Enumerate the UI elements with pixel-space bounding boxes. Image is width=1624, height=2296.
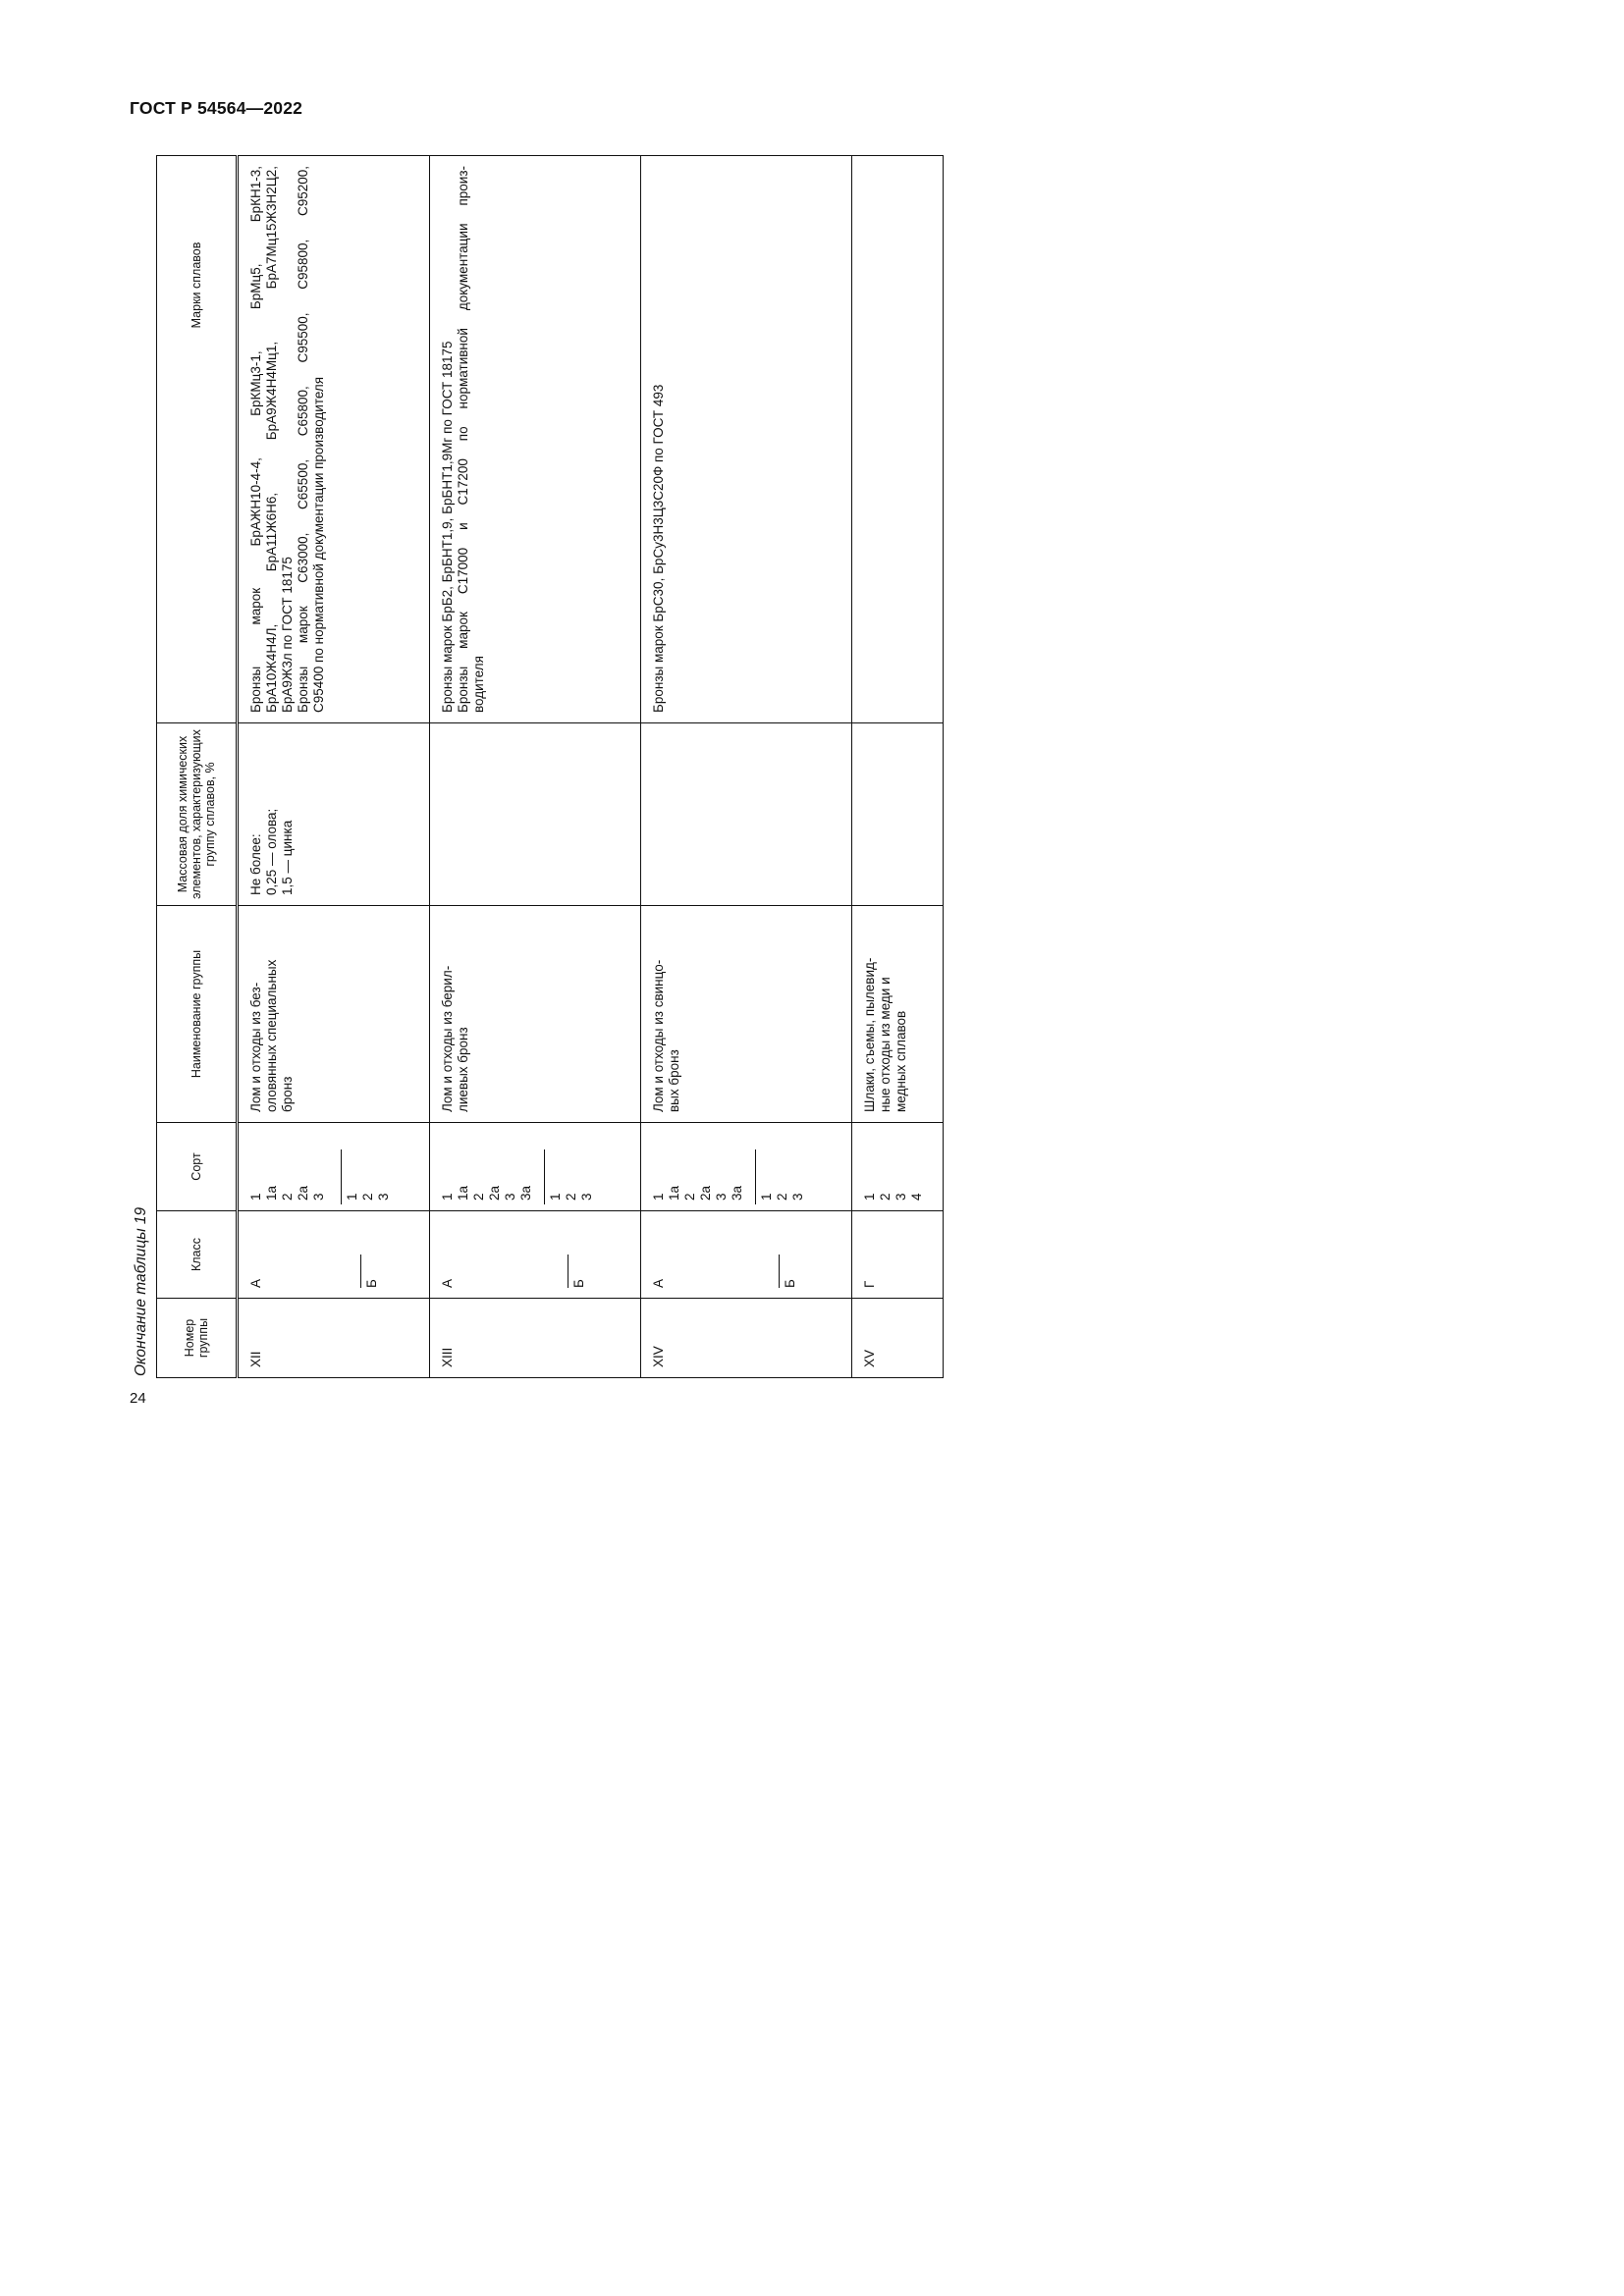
group-class bbox=[852, 1211, 944, 1299]
col-header-class: Класс bbox=[157, 1211, 238, 1299]
table-row bbox=[852, 156, 944, 1378]
group-name-line: Лом и отходы из берил- bbox=[440, 965, 455, 1112]
class-b-block bbox=[360, 1221, 380, 1288]
alloy-marks bbox=[430, 156, 641, 723]
sort-item: 3 bbox=[893, 1193, 908, 1201]
group-name-line: Лом и отходы из свинцо- bbox=[651, 959, 666, 1112]
group-name-line: ные отходы из меди и bbox=[878, 977, 893, 1112]
mass-fraction-line: 1,5 — цинка bbox=[280, 820, 295, 895]
group-name-line: бронз bbox=[280, 1076, 295, 1112]
sort-item: 2 bbox=[280, 1193, 295, 1201]
sort-item: 1 bbox=[548, 1193, 563, 1201]
class-a: А bbox=[651, 1278, 666, 1288]
col-header-number: Номер группы bbox=[157, 1299, 238, 1378]
alloy-marks-line: Бронзы марок C17000 и C17200 по нормативной документации произ- bbox=[456, 166, 470, 713]
alloy-groups-table bbox=[156, 155, 944, 1378]
sort-item: 3 bbox=[311, 1193, 326, 1201]
sort-item: 2а bbox=[296, 1185, 310, 1201]
alloy-marks-line: C95400 по нормативной документации производителя bbox=[311, 376, 326, 713]
group-number: XIV bbox=[641, 1299, 852, 1378]
group-number: XV bbox=[852, 1299, 944, 1378]
col-header-marks: Марки сплавов bbox=[157, 156, 238, 723]
sort-item: 3 bbox=[579, 1193, 594, 1201]
sort-item: 1а bbox=[667, 1185, 681, 1201]
class-g: Г bbox=[862, 1280, 877, 1288]
alloy-marks-line: БрА9Ж3л по ГОСТ 18175 bbox=[280, 557, 295, 713]
group-name-line: оловянных специальных bbox=[264, 959, 279, 1112]
group-class bbox=[238, 1211, 430, 1299]
table-row bbox=[238, 156, 430, 1378]
class-b-block bbox=[779, 1221, 798, 1288]
alloy-marks bbox=[641, 156, 852, 723]
alloy-marks-line: Бронзы марок БрС30, БрСу3Н3Ц3С20Ф по ГОСТ 493 bbox=[651, 384, 666, 713]
group-name bbox=[852, 906, 944, 1123]
group-name-line: лиевых бронз bbox=[456, 1027, 470, 1112]
group-number: XII bbox=[238, 1299, 430, 1378]
sort-b-block bbox=[544, 1133, 595, 1201]
alloy-marks-line: Бронзы марок БрБ2, БрБНТ1,9, БрБНТ1,9Мг по ГОСТ 18175 bbox=[440, 341, 455, 713]
sort-item: 1 bbox=[862, 1193, 877, 1201]
sort-item: 1 bbox=[759, 1193, 774, 1201]
alloy-marks-paragraph bbox=[296, 166, 327, 713]
alloy-marks-line: Бронзы марок C63000, C65500, C65800, C95500, C95800, C95200, bbox=[296, 166, 310, 713]
alloy-marks bbox=[852, 156, 944, 723]
group-name bbox=[641, 906, 852, 1123]
group-name bbox=[238, 906, 430, 1123]
group-sorts bbox=[238, 1123, 430, 1211]
sort-item: 2 bbox=[471, 1193, 486, 1201]
group-sorts bbox=[852, 1123, 944, 1211]
group-number: XIII bbox=[430, 1299, 641, 1378]
mass-fraction-line: Не более: bbox=[248, 833, 263, 895]
alloy-marks-paragraph bbox=[456, 166, 487, 713]
sort-item: 3 bbox=[790, 1193, 805, 1201]
sort-item: 1а bbox=[264, 1185, 279, 1201]
sort-item: 2а bbox=[698, 1185, 713, 1201]
class-b: Б bbox=[364, 1279, 379, 1288]
table-row bbox=[641, 156, 852, 1378]
sort-item: 2а bbox=[487, 1185, 502, 1201]
sort-b-block bbox=[755, 1133, 806, 1201]
class-b-block bbox=[568, 1221, 587, 1288]
sort-item: 2 bbox=[682, 1193, 697, 1201]
group-name-line: Шлаки, съемы, пылевид- bbox=[862, 957, 877, 1112]
mass-fraction-line: 0,25 — олова; bbox=[264, 808, 279, 895]
sort-item: 1а bbox=[456, 1185, 470, 1201]
mass-fraction bbox=[238, 723, 430, 906]
sort-item: 3а bbox=[518, 1185, 533, 1201]
alloy-marks bbox=[238, 156, 430, 723]
sort-item: 3 bbox=[503, 1193, 517, 1201]
group-class bbox=[430, 1211, 641, 1299]
mass-fraction bbox=[430, 723, 641, 906]
group-name-line: вых бронз bbox=[667, 1049, 681, 1112]
col-header-name: Наименование группы bbox=[157, 906, 238, 1123]
sort-item: 1 bbox=[345, 1193, 359, 1201]
group-name-line: Лом и отходы из без- bbox=[248, 982, 263, 1112]
group-class bbox=[641, 1211, 852, 1299]
col-header-mass-fraction: Массовая доля химических элементов, характеризующих группу сплавов, % bbox=[157, 723, 238, 906]
class-a: А bbox=[440, 1278, 455, 1288]
table-caption: Окончание таблицы 19 bbox=[133, 1206, 149, 1376]
alloy-marks-paragraph bbox=[248, 166, 296, 713]
table-row bbox=[430, 156, 641, 1378]
alloy-marks-line: водителя bbox=[471, 656, 486, 713]
class-a: А bbox=[248, 1278, 263, 1288]
sort-item: 1 bbox=[440, 1193, 455, 1201]
alloy-marks-line: Бронзы марок БрАЖН10-4-4, БрКМц3-1, БрМц5, БрКН1-3, bbox=[248, 166, 263, 713]
col-header-sort: Сорт bbox=[157, 1123, 238, 1211]
alloy-marks-line: БрА10Ж4Н4Л, БрА11Ж6Н6, БрА9Ж4Н4Мц1, БрА7Мц15Ж3Н2Ц2, bbox=[264, 166, 279, 713]
rotated-table-wrapper bbox=[156, 156, 943, 1378]
class-b: Б bbox=[783, 1279, 797, 1288]
page-number: 24 bbox=[130, 1390, 146, 1407]
sort-item: 3 bbox=[714, 1193, 729, 1201]
class-b: Б bbox=[571, 1279, 586, 1288]
sort-item: 1 bbox=[651, 1193, 666, 1201]
mass-fraction bbox=[641, 723, 852, 906]
group-name bbox=[430, 906, 641, 1123]
sort-item: 4 bbox=[909, 1193, 924, 1201]
group-name-line: медных сплавов bbox=[893, 1010, 908, 1112]
sort-item: 1 bbox=[248, 1193, 263, 1201]
sort-b-block bbox=[341, 1133, 392, 1201]
sort-item: 3а bbox=[730, 1185, 744, 1201]
group-sorts bbox=[641, 1123, 852, 1211]
table-header-row bbox=[157, 156, 238, 1378]
sort-item: 2 bbox=[878, 1193, 893, 1201]
sort-item: 3 bbox=[376, 1193, 391, 1201]
sort-item: 2 bbox=[360, 1193, 375, 1201]
sort-item: 2 bbox=[775, 1193, 789, 1201]
document-code: ГОСТ Р 54564—2022 bbox=[130, 98, 303, 118]
mass-fraction bbox=[852, 723, 944, 906]
group-sorts bbox=[430, 1123, 641, 1211]
sort-item: 2 bbox=[564, 1193, 578, 1201]
